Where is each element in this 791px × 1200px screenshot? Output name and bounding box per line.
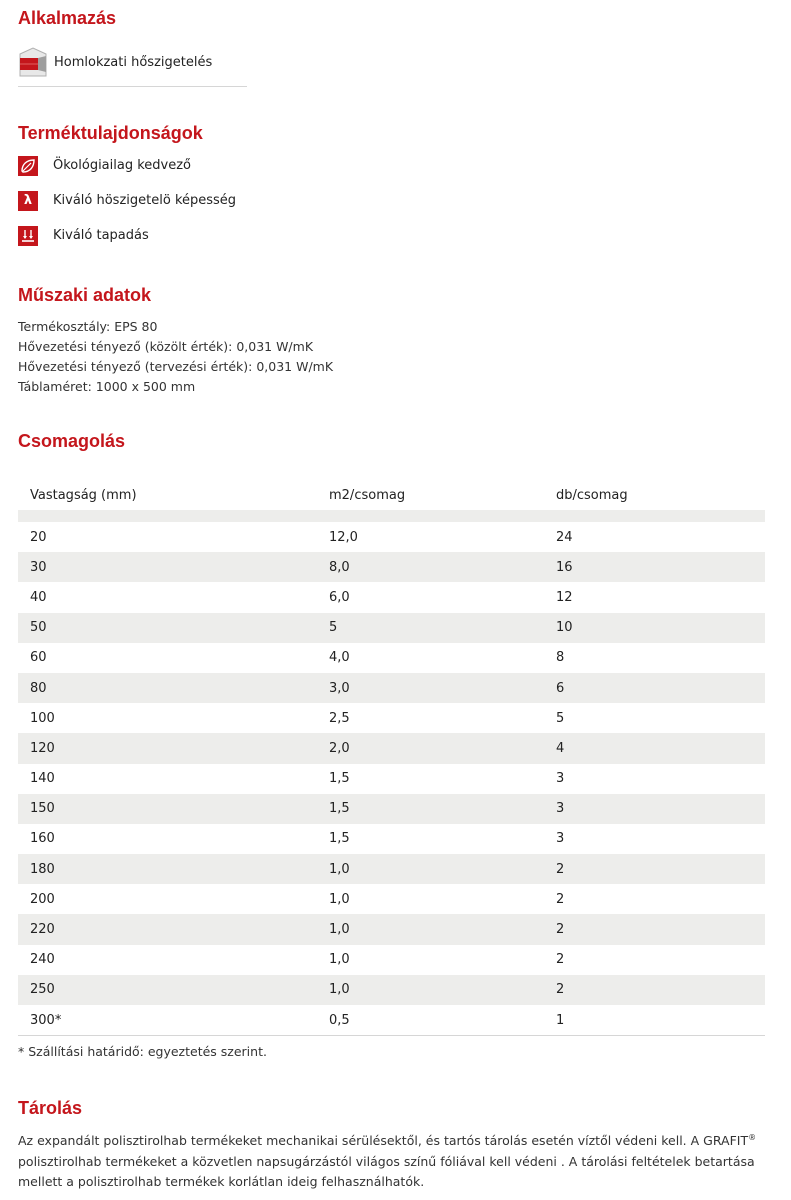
cell-area: 1,0 <box>317 975 544 1005</box>
cell-area: 6,0 <box>317 582 544 612</box>
cell-area: 1,0 <box>317 884 544 914</box>
cell-pieces: 2 <box>544 884 765 914</box>
cell-area: 1,5 <box>317 794 544 824</box>
properties-heading: Terméktulajdonságok <box>18 123 203 143</box>
cell-thickness: 100 <box>18 703 317 733</box>
table-row <box>18 733 765 763</box>
cell-pieces: 3 <box>544 794 765 824</box>
cell-pieces: 4 <box>544 733 765 763</box>
property-label: Kiváló höszigetelö képesség <box>53 193 237 208</box>
property-label: Kiváló tapadás <box>53 228 149 243</box>
spec-line: Hővezetési tényező (közölt érték): 0,031 W/mK <box>18 339 314 354</box>
table-row <box>18 1005 765 1036</box>
storage-heading: Tárolás <box>18 1098 83 1118</box>
application-item[interactable] <box>18 42 247 87</box>
cell-area: 8,0 <box>317 552 544 582</box>
table-row <box>18 884 765 914</box>
packaging-table-body <box>18 522 765 1036</box>
cell-pieces: 3 <box>544 764 765 794</box>
table-row <box>18 975 765 1005</box>
packaging-table <box>18 480 765 1036</box>
cell-thickness: 240 <box>18 945 317 975</box>
cell-thickness: 80 <box>18 673 317 703</box>
cell-thickness: 250 <box>18 975 317 1005</box>
cell-area: 1,0 <box>317 914 544 944</box>
property-label: Ökológiailag kedvező <box>53 158 192 173</box>
application-heading: Alkalmazás <box>18 8 117 28</box>
table-row <box>18 552 765 582</box>
cell-pieces: 1 <box>544 1005 765 1036</box>
table-row <box>18 582 765 612</box>
cell-pieces: 8 <box>544 643 765 673</box>
cell-area: 5 <box>317 613 544 643</box>
cell-area: 4,0 <box>317 643 544 673</box>
cell-thickness: 30 <box>18 552 317 582</box>
table-header-row <box>18 480 765 510</box>
cell-area: 12,0 <box>317 522 544 552</box>
cell-pieces: 3 <box>544 824 765 854</box>
cell-pieces: 6 <box>544 673 765 703</box>
spec-line: Hővezetési tényező (tervezési érték): 0,031 W/mK <box>18 359 334 374</box>
cell-area: 2,0 <box>317 733 544 763</box>
column-header-thickness: Vastagság (mm) <box>30 487 137 503</box>
cell-pieces: 2 <box>544 854 765 884</box>
column-header-area: m2/csomag <box>329 487 406 503</box>
cell-thickness: 140 <box>18 764 317 794</box>
table-row <box>18 613 765 643</box>
spec-line: Termékosztály: EPS 80 <box>18 319 158 334</box>
table-row <box>18 764 765 794</box>
cell-pieces: 2 <box>544 975 765 1005</box>
storage-text <box>18 1128 763 1193</box>
cell-thickness: 300* <box>18 1005 317 1036</box>
technical-heading: Műszaki adatok <box>18 285 152 305</box>
spec-line: Táblaméret: 1000 x 500 mm <box>18 379 196 394</box>
cell-thickness: 200 <box>18 884 317 914</box>
cell-thickness: 40 <box>18 582 317 612</box>
cell-area: 1,0 <box>317 945 544 975</box>
table-row <box>18 703 765 733</box>
cell-thickness: 50 <box>18 613 317 643</box>
cell-area: 1,0 <box>317 854 544 884</box>
cell-pieces: 2 <box>544 945 765 975</box>
cell-thickness: 120 <box>18 733 317 763</box>
table-row <box>18 914 765 944</box>
cell-thickness: 160 <box>18 824 317 854</box>
facade-insulation-icon <box>18 44 48 80</box>
storage-text-part2: polisztirolhab termékeket a közvetlen napsugárzástól világos színű fóliával kell védeni . A tárolási feltételek betartása mellett a polisztirolhab termékek korlátlan ideig felhasználhatók. <box>18 1153 755 1190</box>
cell-pieces: 12 <box>544 582 765 612</box>
cell-pieces: 16 <box>544 552 765 582</box>
table-row <box>18 824 765 854</box>
storage-text-part1: Az expandált polisztirolhab termékeket mechanikai sérülésektől, és tartós tárolás esetén víztől védeni kell. A GRAFIT <box>18 1133 749 1149</box>
table-row <box>18 854 765 884</box>
cell-thickness: 220 <box>18 914 317 944</box>
cell-area: 1,5 <box>317 824 544 854</box>
eco-leaf-icon <box>18 156 38 176</box>
cell-area: 1,5 <box>317 764 544 794</box>
adhesion-icon <box>18 226 38 246</box>
table-row <box>18 522 765 552</box>
cell-thickness: 150 <box>18 794 317 824</box>
packaging-heading: Csomagolás <box>18 431 126 451</box>
cell-pieces: 24 <box>544 522 765 552</box>
packaging-footnote: * Szállítási határidő: egyeztetés szerint. <box>18 1044 267 1059</box>
technical-specs <box>18 317 333 397</box>
header-divider <box>18 510 765 522</box>
table-row <box>18 794 765 824</box>
cell-thickness: 20 <box>18 522 317 552</box>
cell-thickness: 60 <box>18 643 317 673</box>
application-item-label: Homlokzati hőszigetelés <box>54 55 213 70</box>
cell-thickness: 180 <box>18 854 317 884</box>
cell-area: 0,5 <box>317 1005 544 1036</box>
table-row <box>18 673 765 703</box>
table-row <box>18 945 765 975</box>
cell-area: 3,0 <box>317 673 544 703</box>
lambda-icon: λ <box>18 191 38 211</box>
table-row <box>18 643 765 673</box>
cell-pieces: 10 <box>544 613 765 643</box>
cell-pieces: 2 <box>544 914 765 944</box>
column-header-pieces: db/csomag <box>556 487 628 503</box>
trademark-symbol: ® <box>748 1133 757 1142</box>
cell-pieces: 5 <box>544 703 765 733</box>
cell-area: 2,5 <box>317 703 544 733</box>
